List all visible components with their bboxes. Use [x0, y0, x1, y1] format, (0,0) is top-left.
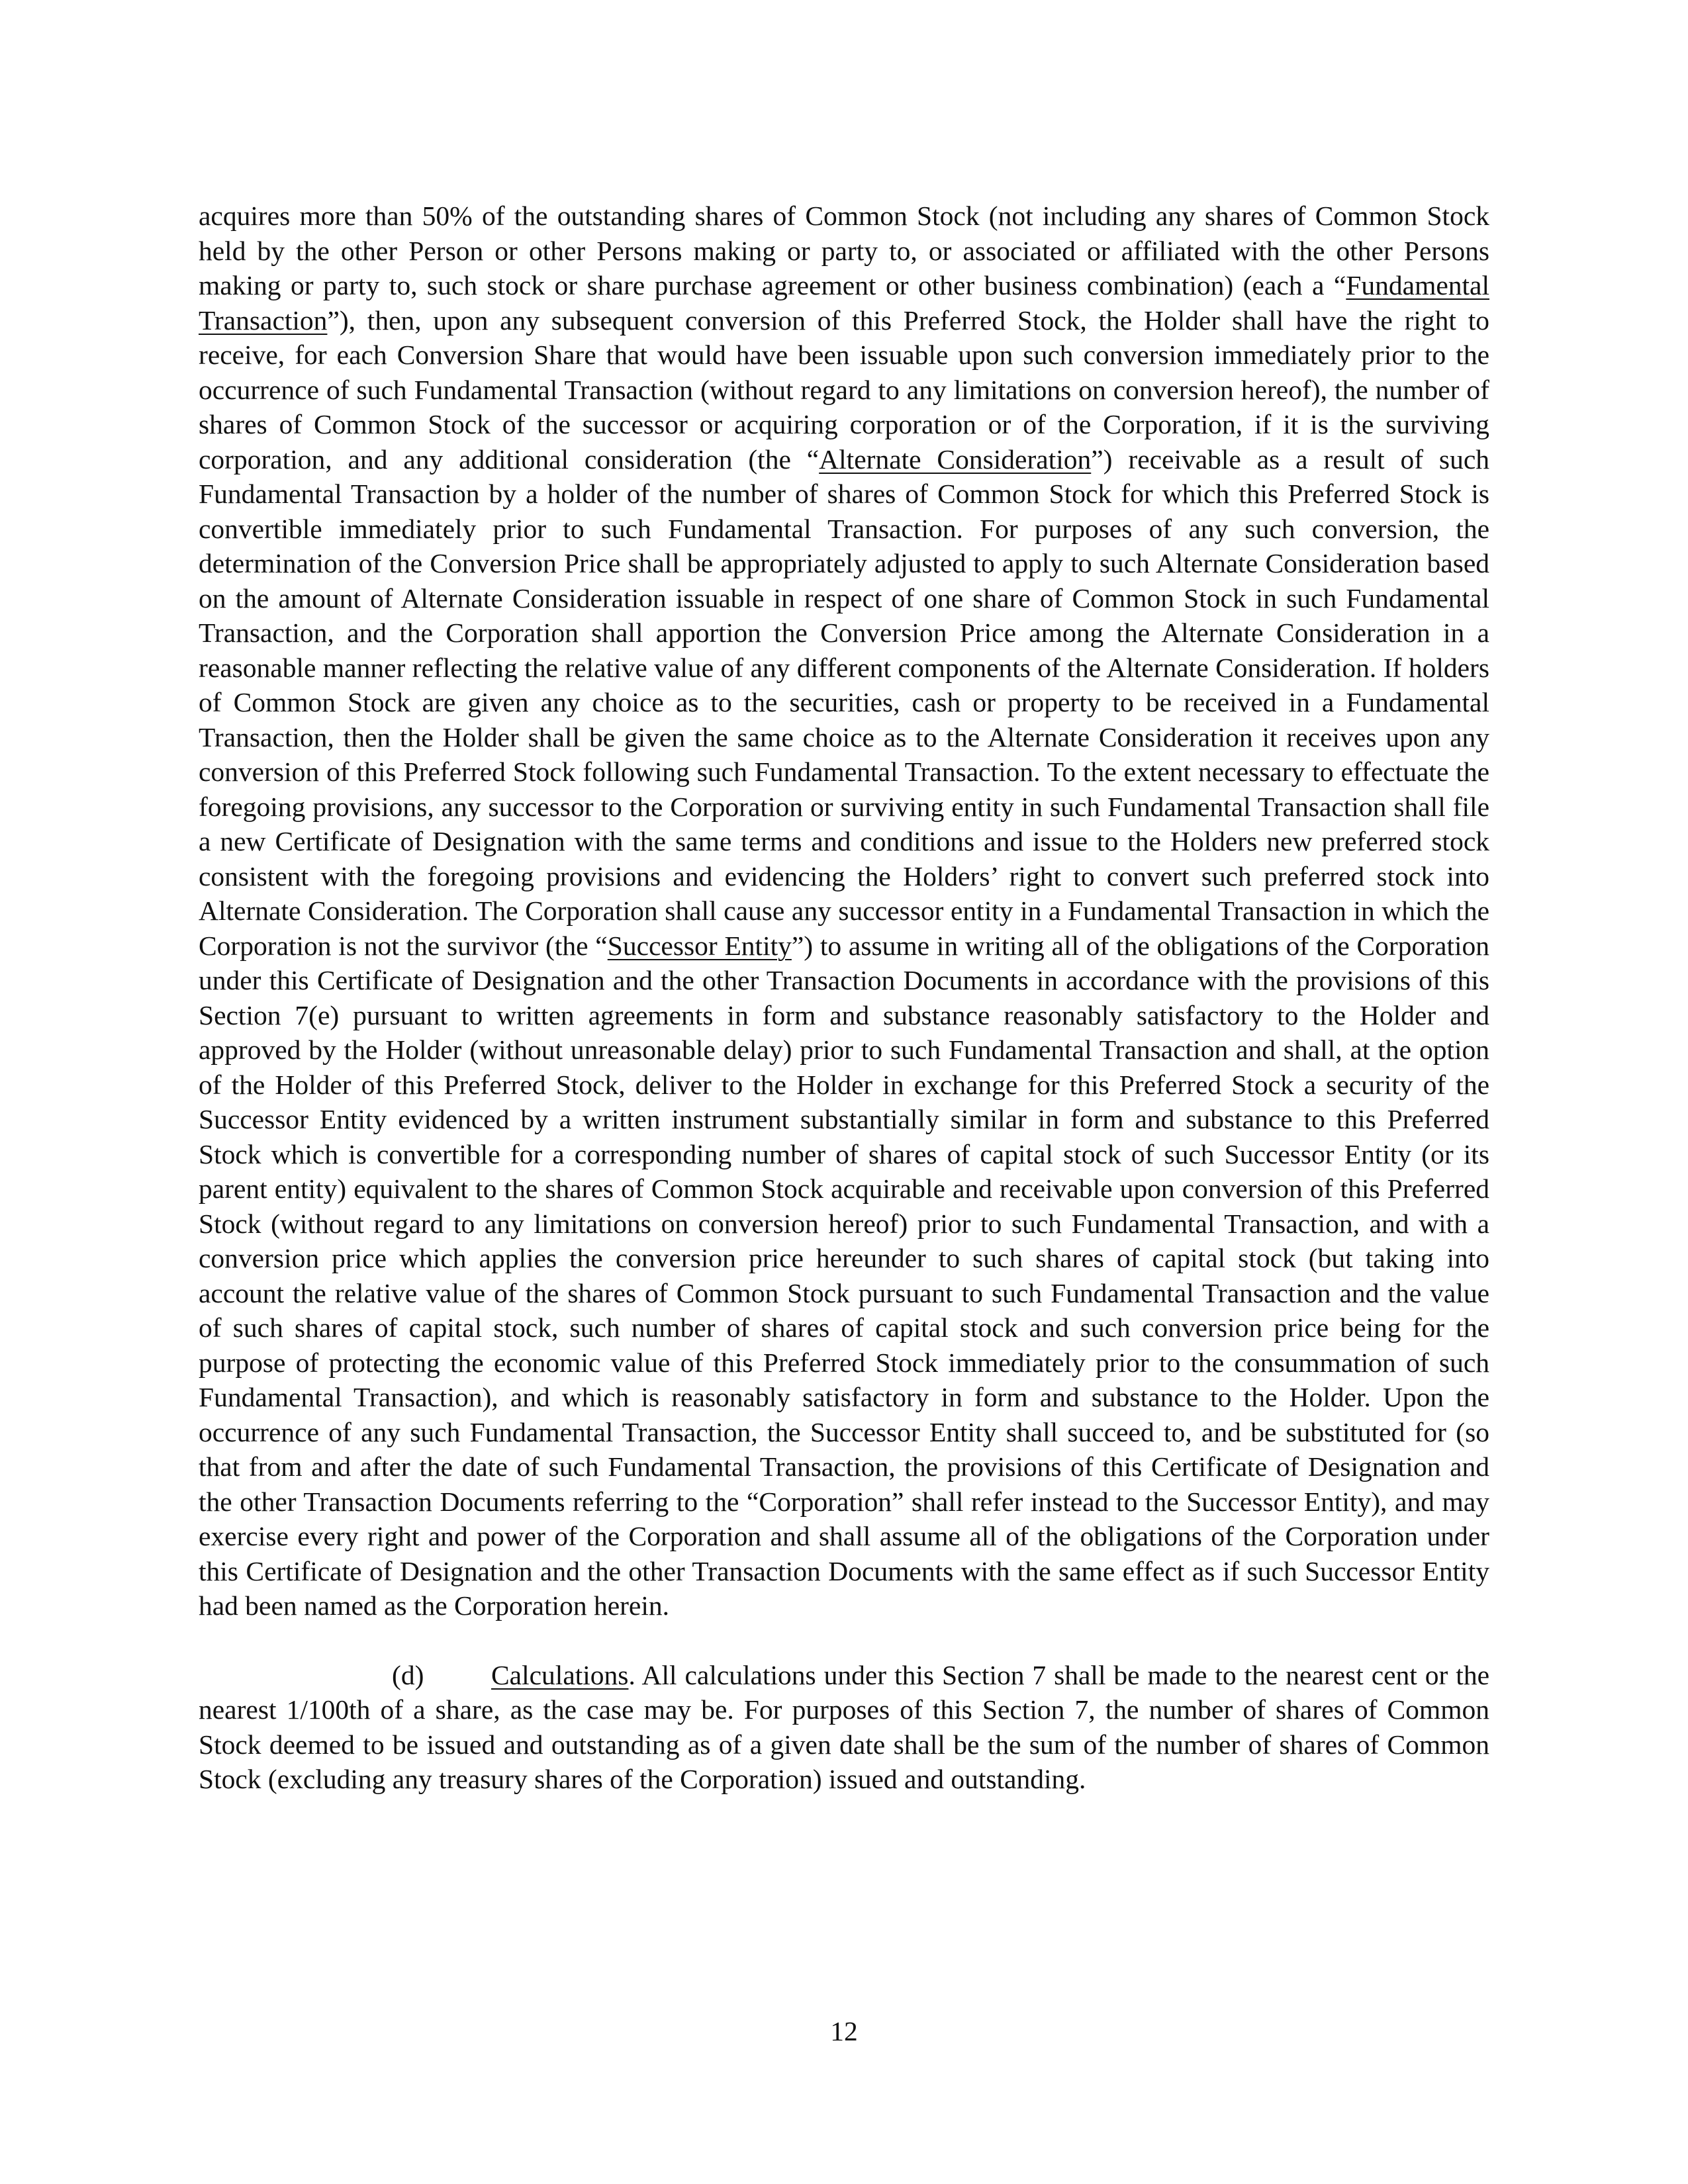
text-segment: ”), then, upon any subsequent conversion of this Preferred Stock, the Holder shall have the right to receive, for each Conversion Share that would have been issuable upon such conversion immediately prior to the occurrence of such Fundamental Transaction (without regard to any limitations on conversion hereof), the number of shares of Common Stock of the successor or acquiring corporation or of the Corporation, if it is the surviving corporation, and any additional consideration (the “ — [199, 304, 1489, 475]
document-body — [199, 199, 1489, 1797]
defined-term-successor-entity: Successor Entity — [607, 930, 792, 961]
paragraph-calculations — [199, 1658, 1489, 1797]
section-number: (d) — [392, 1659, 424, 1690]
defined-term-alternate-consideration: Alternate Consideration — [819, 443, 1092, 475]
text-segment: ”) receivable as a result of such Fundamental Transaction by a holder of the number of shares of Common Stock for which this Preferred Stock is convertible immediately prior to such Fundamental Transaction. For purposes of any such conversion, the determination of the Conversion Price shall be appropriately adjusted to apply to such Alternate Consideration based on the amount of Alternate Consideration issuable in respect of one share of Common Stock in such Fundamental Transaction, and the Corporation shall apportion the Conversion Price among the Alternate Consideration in a reasonable manner reflecting the relative value of any different components of the Alternate Consideration. If holders of Common Stock are given any choice as to the securities, cash or property to be received in a Fundamental Transaction, then the Holder shall be given the same choice as to the Alternate Consideration it receives upon any conversion of this Preferred Stock following such Fundamental Transaction. To the extent necessary to effectuate the foregoing provisions, any successor to the Corporation or surviving entity in such Fundamental Transaction shall file a new Certificate of Designation with the same terms and conditions and issue to the Holders new preferred stock consistent with the foregoing provisions and evidencing the Holders’ right to convert such preferred stock into Alternate Consideration. The Corporation shall cause any successor entity in a Fundamental Transaction in which the Corporation is not the survivor (the “ — [199, 443, 1490, 961]
page-number: 12 — [830, 2016, 858, 2046]
defined-term-fundamental-transaction: Fundamental Transaction — [199, 270, 1489, 336]
section-heading-calculations: Calculations — [491, 1659, 629, 1690]
paragraph-fundamental-transaction — [199, 199, 1489, 1623]
text-segment: acquires more than 50% of the outstanding shares of Common Stock (not including any shares of Common Stock held by the other Person or other Persons making or party to, or associated or affiliated with the other Persons making or party to, such stock or share purchase agreement or other business combination) (each a “ — [199, 201, 1489, 300]
text-segment: . All calculations under this Section 7 shall be made to the nearest cent or the nearest 1/100th of a share, as the case may be. For purposes of this Section 7, the number of shares of Common Stock deemed to be issued and outstanding as of a given date shall be the sum of the number of shares of Common Stock (excluding any treasury shares of the Corporation) issued and outstanding. — [199, 1659, 1489, 1794]
text-segment: ”) to assume in writing all of the obligations of the Corporation under this Certificate of Designation and the other Transaction Documents in accordance with the provisions of this Section 7(e) pursuant to written agreements in form and substance reasonably satisfactory to the Holder and approved by the Holder (without unreasonable delay) prior to such Fundamental Transaction and shall, at the option of the Holder of this Preferred Stock, deliver to the Holder in exchange for this Preferred Stock a security of the Successor Entity evidenced by a written instrument substantially similar in form and substance to this Preferred Stock which is convertible for a corresponding number of shares of capital stock of such Successor Entity (or its parent entity) equivalent to the shares of Common Stock acquirable and receivable upon conversion of this Preferred Stock (without regard to any limitations on conversion hereof) prior to such Fundamental Transaction, and with a conversion price which applies the conversion price hereunder to such shares of capital stock (but taking into account the relative value of the shares of Common Stock pursuant to such Fundamental Transaction and the value of such shares of capital stock, such number of shares of capital stock and such conversion price being for the purpose of protecting the economic value of this Preferred Stock immediately prior to the consummation of such Fundamental Transaction), and which is reasonably satisfactory in form and substance to the Holder. Upon the occurrence of any such Fundamental Transaction, the Successor Entity shall succeed to, and be substituted for (so that from and after the date of such Fundamental Transaction, the provisions of this Certificate of Designation and the other Transaction Documents referring to the “Corporation” shall refer instead to the Successor Entity), and may exercise every right and power of the Corporation and shall assume all of the obligations of the Corporation under this Certificate of Designation and the other Transaction Documents with the same effect as if such Successor Entity had been named as the Corporation herein. — [199, 930, 1490, 1621]
